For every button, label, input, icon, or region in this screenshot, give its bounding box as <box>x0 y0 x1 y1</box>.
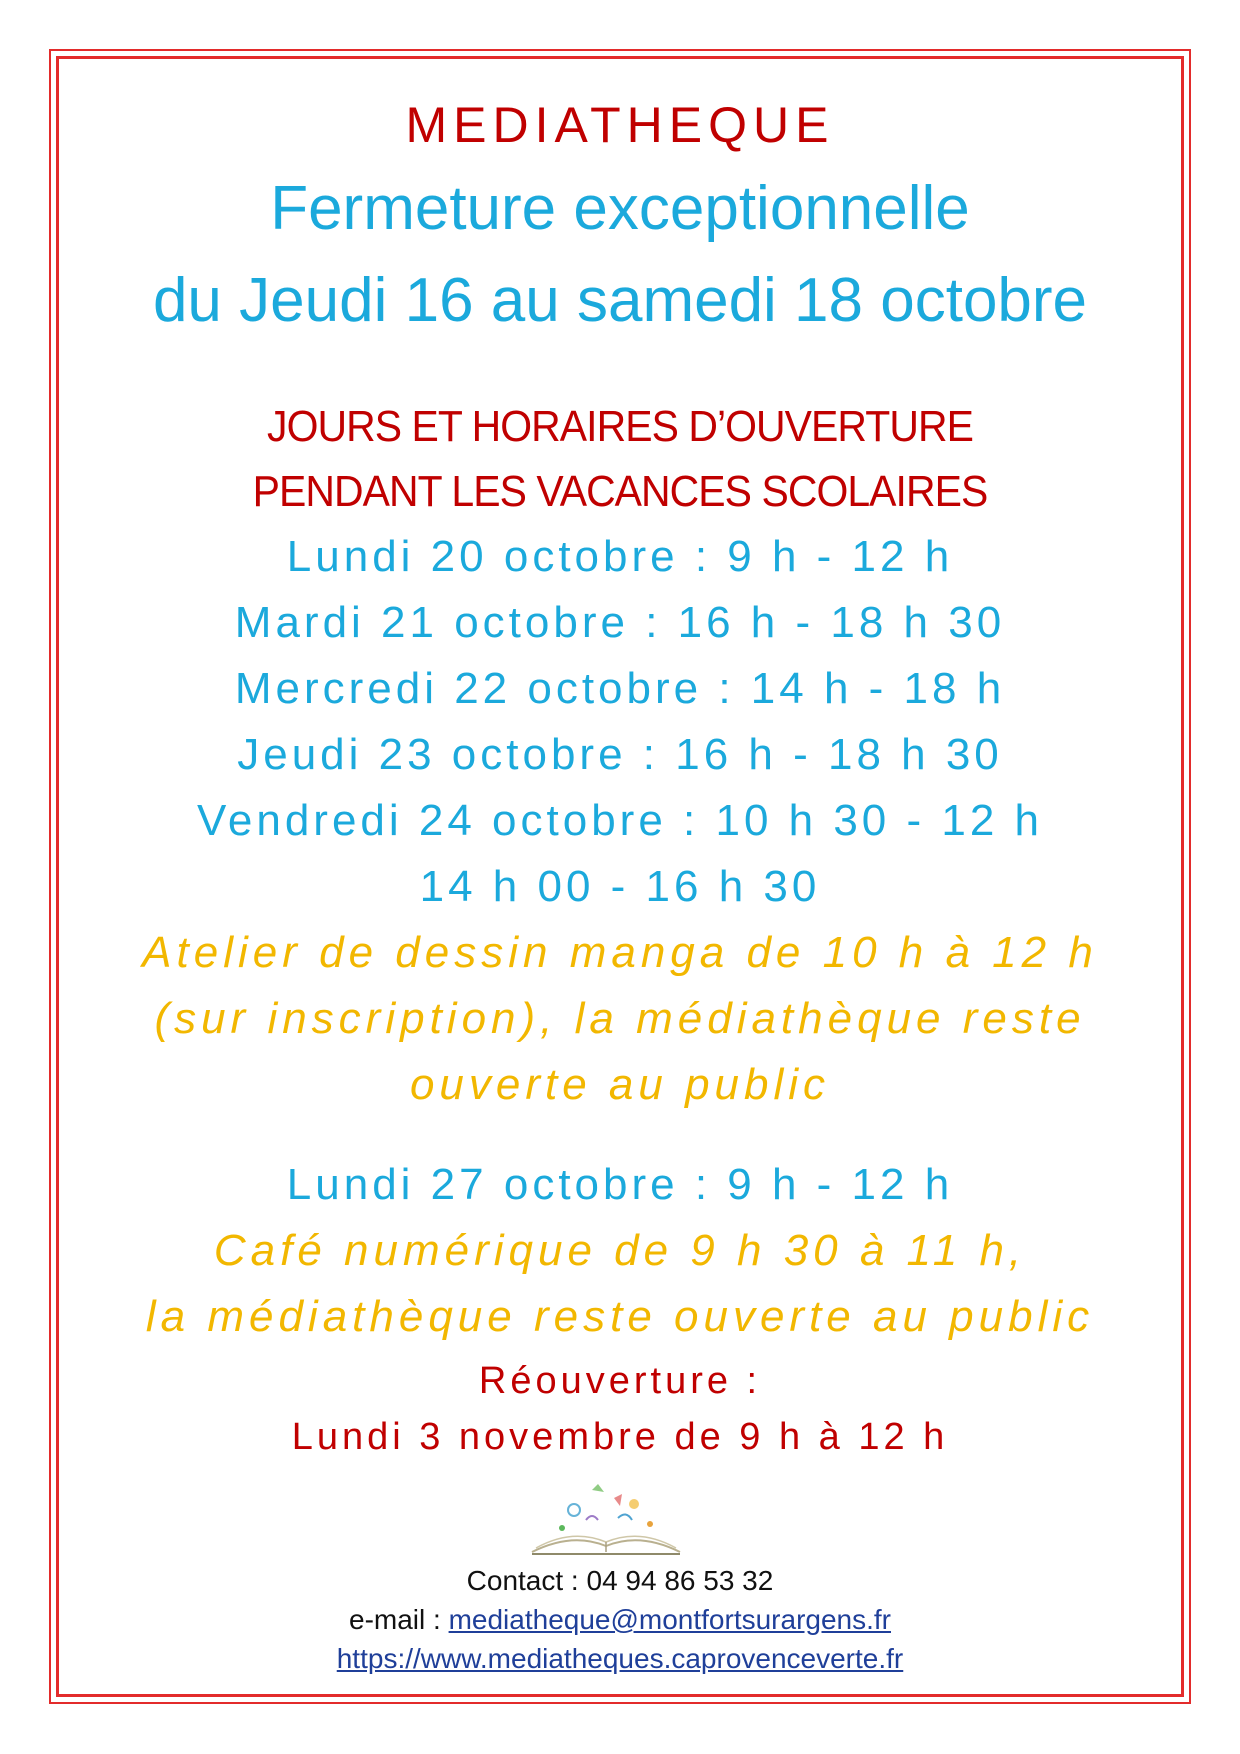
closure-notice-line2: du Jeudi 16 au samedi 18 octobre <box>152 266 1088 335</box>
open-book-logo-icon <box>522 1480 690 1558</box>
hours-heading-line2: PENDANT LES VACANCES SCOLAIRES <box>252 467 988 516</box>
schedule-monday-20: Lundi 20 octobre : 9 h - 12 h <box>286 532 954 581</box>
schedule-friday-24-afternoon: 14 h 00 - 16 h 30 <box>419 862 821 911</box>
hours-heading-line1: JOURS ET HORAIRES D’OUVERTURE <box>267 402 973 451</box>
workshop-note-line2: (sur inscription), la médiathèque reste <box>154 994 1086 1043</box>
schedule-wednesday-22: Mercredi 22 octobre : 14 h - 18 h <box>234 664 1006 713</box>
email-label: e-mail : <box>349 1604 449 1635</box>
schedule-tuesday-21: Mardi 21 octobre : 16 h - 18 h 30 <box>234 598 1006 647</box>
page-title: MEDIATHEQUE <box>405 97 835 153</box>
workshop-note-line3: ouverte au public <box>409 1060 831 1109</box>
schedule-monday-27: Lundi 27 octobre : 9 h - 12 h <box>286 1160 954 1209</box>
cafe-note-line2: la médiathèque reste ouverte au public <box>145 1292 1095 1341</box>
website-line <box>56 1645 1184 1673</box>
reopening-date: Lundi 3 novembre de 9 h à 12 h <box>291 1416 949 1458</box>
email-link[interactable]: mediatheque@montfortsurargens.fr <box>448 1604 891 1635</box>
workshop-note-line1: Atelier de dessin manga de 10 h à 12 h <box>142 928 1098 977</box>
schedule-friday-24-morning: Vendredi 24 octobre : 10 h 30 - 12 h <box>196 796 1044 845</box>
contact-phone: Contact : 04 94 86 53 32 <box>466 1565 774 1596</box>
closure-notice-line1: Fermeture exceptionnelle <box>270 174 970 243</box>
reopening-label: Réouverture : <box>478 1360 762 1402</box>
email-line <box>56 1606 1184 1634</box>
schedule-thursday-23: Jeudi 23 octobre : 16 h - 18 h 30 <box>237 730 1003 779</box>
website-link[interactable]: https://www.mediatheques.caprovenceverte.fr <box>336 1643 904 1674</box>
cafe-note-line1: Café numérique de 9 h 30 à 11 h, <box>213 1226 1027 1275</box>
